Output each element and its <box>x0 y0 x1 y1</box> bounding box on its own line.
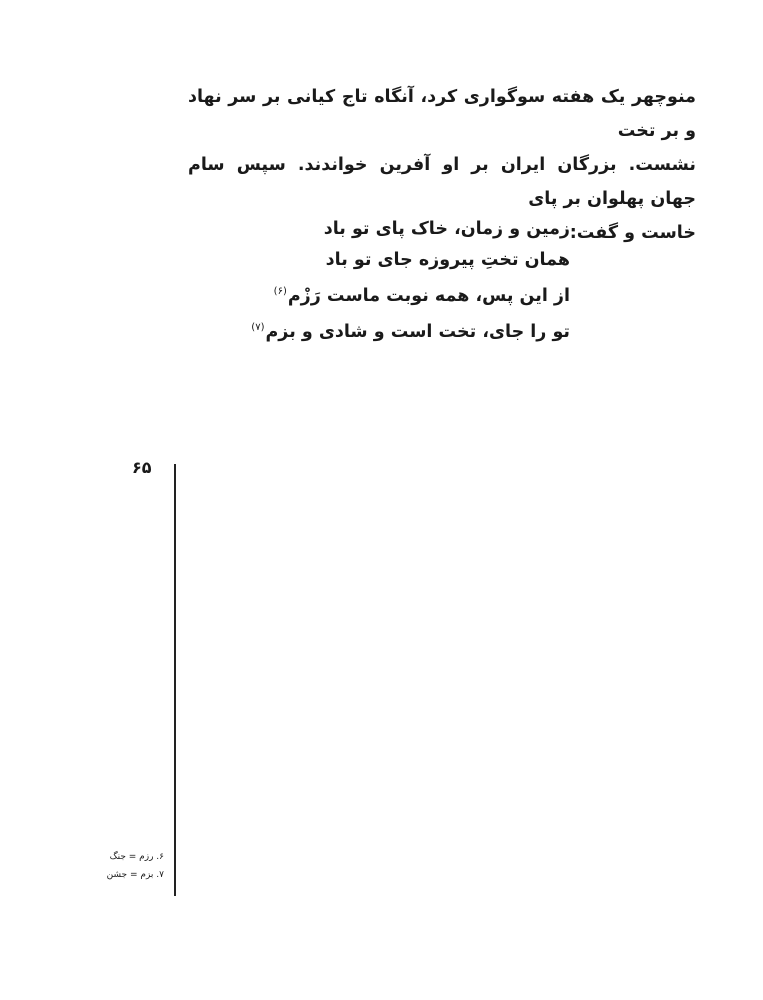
prose-line: نشست. بزرگان ایران بر او آفرین خواندند. سپس سام جهان پهلوان بر پای <box>188 155 696 209</box>
verse-line-text: همان تختِ پیروزه جای تو باد <box>325 250 570 270</box>
footnotes <box>80 848 164 884</box>
verse-line <box>300 245 570 276</box>
verse-line <box>300 214 570 245</box>
verse-line-text: از این پس، همه نوبت ماست رَزْم <box>287 286 570 306</box>
page-number: ۶۵ <box>132 458 152 477</box>
footnote-item: ۶. رزم = جنگ <box>109 852 164 862</box>
margin-rule <box>174 464 176 896</box>
verse-line-text: تو را جای، تخت است و شادی و بزم <box>265 322 570 342</box>
footnote-reference: (۷) <box>251 322 265 333</box>
prose-line: منوچهر یک هفته سوگواری کرد، آنگاه تاج کیانی بر سر نهاد و بر تخت <box>188 87 696 141</box>
footnote-reference: (۶) <box>273 286 287 297</box>
verse-line <box>251 312 570 348</box>
verse-line-text: زمین و زمان، خاک پای تو باد <box>323 219 570 239</box>
prose-line: خاست و گفت: <box>569 223 696 243</box>
verse-block <box>251 214 570 348</box>
footnote-item: ۷. بزم = جشن <box>106 870 164 880</box>
verse-line <box>273 276 570 312</box>
